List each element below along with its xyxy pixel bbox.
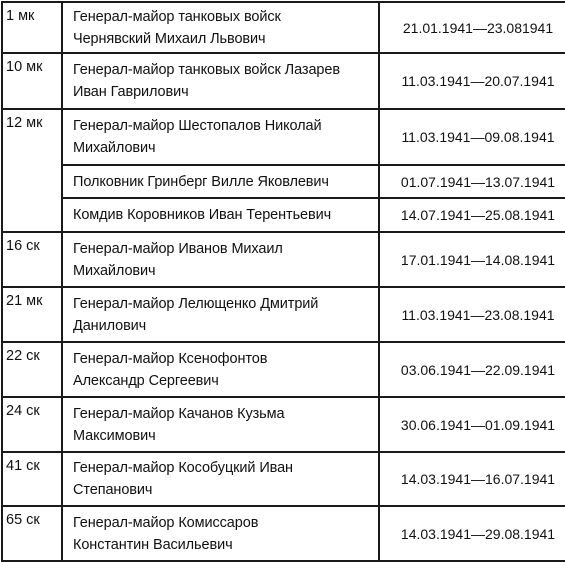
unit-label: 1 мк bbox=[6, 8, 35, 24]
commander-name: Генерал-майор Шестопалов Николай Михайлович bbox=[73, 118, 322, 156]
table-row bbox=[2, 397, 565, 452]
commander-cell bbox=[62, 232, 379, 287]
dates-cell bbox=[379, 198, 565, 232]
commander-name: Комдив Коровников Иван Терентьевич bbox=[73, 207, 332, 223]
unit-label: 10 мк bbox=[6, 59, 43, 75]
commander-name: Генерал-майор Лелющенко Дмитрий Данилович bbox=[73, 295, 319, 334]
dates-cell bbox=[379, 397, 565, 452]
commander-name: Генерал-майор Ксенофонтов Александр Сергеевич bbox=[73, 350, 268, 389]
table-row bbox=[2, 53, 565, 109]
unit-cell bbox=[2, 2, 62, 53]
commanders-table-body bbox=[2, 2, 565, 561]
unit-cell bbox=[2, 397, 62, 452]
dates-cell bbox=[379, 342, 565, 397]
dates-cell bbox=[379, 452, 565, 506]
unit-label: 24 ск bbox=[6, 403, 40, 419]
dates-cell bbox=[379, 506, 565, 561]
commander-cell bbox=[62, 53, 379, 109]
dates-cell bbox=[379, 2, 565, 53]
command-dates: 30.06.1941—01.09.1941 bbox=[400, 416, 556, 433]
table-row bbox=[2, 342, 565, 397]
commander-cell bbox=[62, 452, 379, 506]
table-row bbox=[2, 198, 565, 232]
unit-cell bbox=[2, 506, 62, 561]
commander-name: Генерал-майор танковых войск Чернявский Михаил Львович bbox=[73, 8, 281, 47]
table-row bbox=[2, 2, 565, 53]
commander-cell bbox=[62, 165, 379, 198]
unit-cell bbox=[2, 232, 62, 287]
command-dates: 14.03.1941—16.07.1941 bbox=[400, 471, 556, 487]
command-dates: 17.01.1941—14.08.1941 bbox=[400, 251, 556, 268]
unit-label: 65 ск bbox=[6, 512, 40, 528]
table-row bbox=[2, 506, 565, 561]
table-row bbox=[2, 232, 565, 287]
command-dates: 01.07.1941—13.07.1941 bbox=[400, 173, 556, 190]
command-dates: 11.03.1941—09.08.1941 bbox=[401, 129, 555, 145]
unit-cell bbox=[2, 287, 62, 342]
unit-label: 16 ск bbox=[6, 238, 40, 254]
commander-cell bbox=[62, 2, 379, 53]
commander-cell bbox=[62, 397, 379, 452]
unit-cell bbox=[2, 109, 62, 232]
commander-name: Генерал-майор Иванов Михаил Михайлович bbox=[73, 240, 283, 279]
commanders-table bbox=[1, 1, 565, 562]
table-row bbox=[2, 109, 565, 165]
unit-label: 22 ск bbox=[6, 348, 40, 364]
dates-cell bbox=[379, 109, 565, 165]
commander-name: Генерал-майор танковых войск Лазарев Иван Гаврилович bbox=[73, 62, 340, 100]
unit-label: 21 мк bbox=[6, 293, 43, 309]
commander-cell bbox=[62, 198, 379, 232]
command-dates: 21.01.1941—23.081941 bbox=[402, 19, 554, 36]
commander-name: Генерал-майор Комиссаров Константин Васильевич bbox=[73, 514, 259, 553]
commander-cell bbox=[62, 109, 379, 165]
command-dates: 14.03.1941—29.08.1941 bbox=[400, 525, 556, 542]
unit-cell bbox=[2, 53, 62, 109]
table-row bbox=[2, 165, 565, 198]
commander-cell bbox=[62, 342, 379, 397]
command-dates: 03.06.1941—22.09.1941 bbox=[400, 361, 556, 378]
dates-cell bbox=[379, 232, 565, 287]
commander-name: Полковник Гринберг Вилле Яковлевич bbox=[73, 173, 329, 190]
commander-cell bbox=[62, 506, 379, 561]
dates-cell bbox=[379, 287, 565, 342]
table-row bbox=[2, 287, 565, 342]
unit-cell bbox=[2, 452, 62, 506]
command-dates: 11.03.1941—23.08.1941 bbox=[401, 306, 555, 323]
dates-cell bbox=[379, 53, 565, 109]
commander-name: Генерал-майор Кособуцкий Иван Степанович bbox=[73, 460, 293, 498]
command-dates: 14.07.1941—25.08.1941 bbox=[400, 207, 556, 223]
dates-cell bbox=[379, 165, 565, 198]
table-row bbox=[2, 452, 565, 506]
unit-cell bbox=[2, 342, 62, 397]
command-dates: 11.03.1941—20.07.1941 bbox=[401, 73, 555, 89]
unit-label: 12 мк bbox=[6, 115, 43, 131]
commander-cell bbox=[62, 287, 379, 342]
unit-label: 41 ск bbox=[6, 458, 40, 474]
commander-name: Генерал-майор Качанов Кузьма Максимович bbox=[73, 405, 285, 444]
